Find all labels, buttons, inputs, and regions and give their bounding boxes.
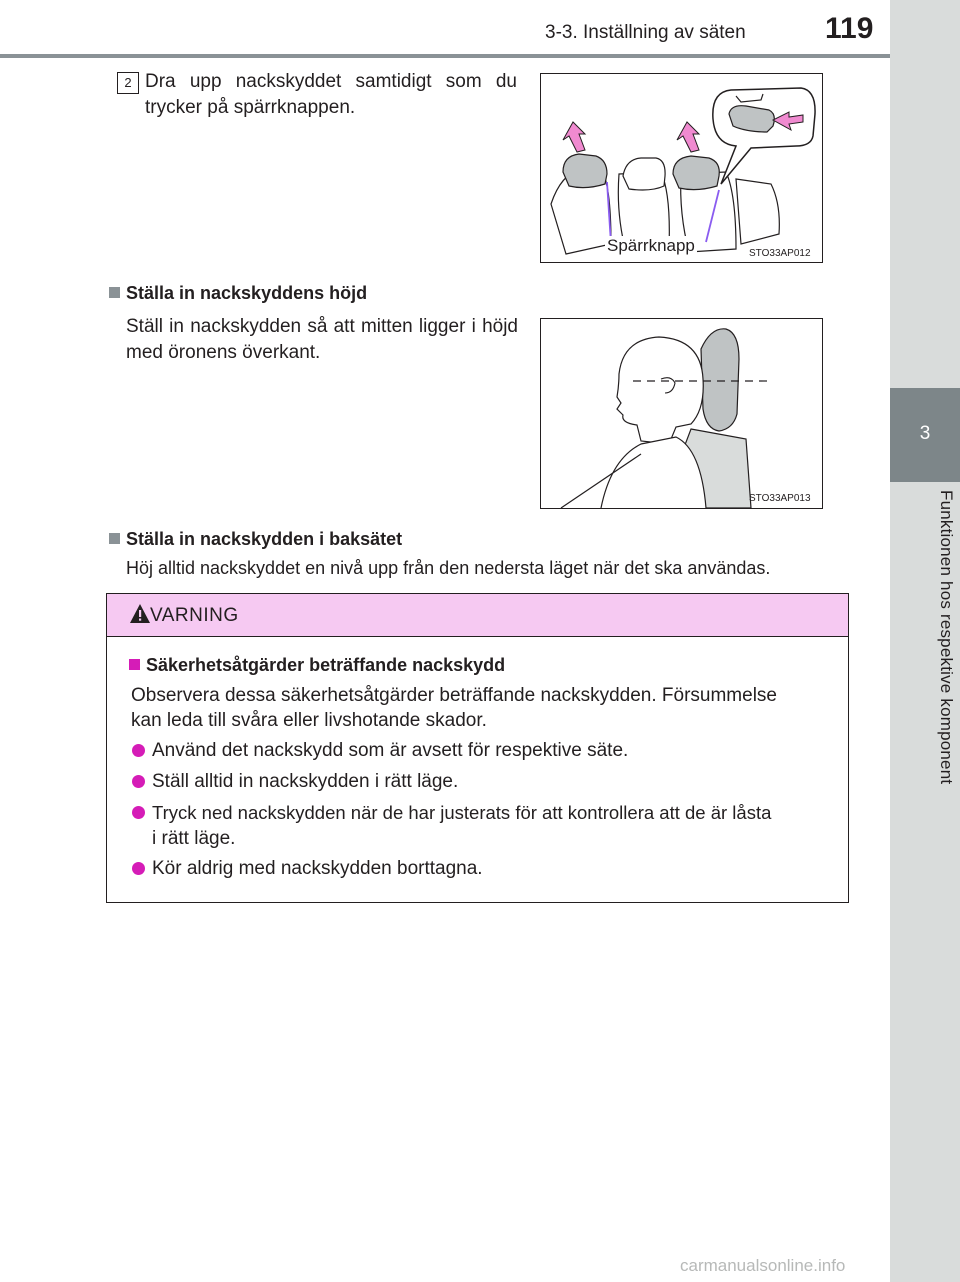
figure1-code: STO33AP012 <box>749 248 811 259</box>
step-text: Dra upp nackskyddet samtidigt som du trycker på spärrknappen. <box>145 71 517 118</box>
chapter-title: Funktionen hos respektive komponent <box>937 490 956 785</box>
bullet-dot-icon <box>132 775 145 788</box>
figure-head-height <box>540 318 823 509</box>
warning-bullet-3: Tryck ned nackskydden när de har justerats för att kontrollera att de är låsta <box>152 802 772 823</box>
square-bullet-icon <box>109 287 120 298</box>
bullet-dot-icon <box>132 862 145 875</box>
section-heading-rear <box>109 529 402 550</box>
square-bullet-icon <box>109 533 120 544</box>
warning-intro-line2: kan leda till svåra eller livshotande skador. <box>131 710 487 731</box>
figure-headrest-release <box>540 73 823 263</box>
figure2-code: STO33AP013 <box>749 493 811 504</box>
section-heading-height-text: Ställa in nackskyddens höjd <box>126 283 368 303</box>
section-heading-height <box>109 283 367 304</box>
warning-heading-text: Säkerhetsåtgärder beträffande nackskydd <box>146 655 506 675</box>
chapter-number: 3 <box>919 423 931 444</box>
square-bullet-icon <box>129 659 140 670</box>
release-button-label: Spärrknapp <box>607 236 695 255</box>
warning-header <box>107 594 848 637</box>
head-height-illustration <box>541 319 822 508</box>
warning-bullet-2: Ställ alltid in nackskydden i rätt läge. <box>152 771 459 792</box>
page-number: 119 <box>825 12 874 45</box>
section-rear-text: Höj alltid nackskyddet en nivå upp från den nedersta läget när det ska användas. <box>126 558 771 578</box>
warning-triangle-icon <box>129 603 151 625</box>
bullet-dot-icon <box>132 744 145 757</box>
headrest-release-illustration <box>541 74 822 262</box>
step-number: 2 <box>117 72 139 94</box>
warning-bullet-4: Kör aldrig med nackskydden borttagna. <box>152 858 483 879</box>
footer-watermark: carmanualsonline.info <box>680 1256 846 1275</box>
warning-heading <box>129 655 505 676</box>
warning-intro-line1: Observera dessa säkerhetsåtgärder beträffande nackskydden. Försummelse <box>131 685 777 706</box>
section-height-text: Ställ in nackskydden så att mitten ligger i höjd med öronens överkant. <box>126 316 518 363</box>
header-rule <box>0 54 890 58</box>
bullet-dot-icon <box>132 806 145 819</box>
warning-bullet-3-cont: i rätt läge. <box>152 828 236 849</box>
warning-box <box>106 593 849 903</box>
side-tab-upper <box>890 0 960 388</box>
warning-bullet-1: Använd det nackskydd som är avsett för respektive säte. <box>152 740 629 761</box>
section-heading-rear-text: Ställa in nackskydden i baksätet <box>126 529 403 549</box>
warning-title: VARNING <box>150 605 239 626</box>
section-title: 3-3. Inställning av säten <box>545 22 746 43</box>
